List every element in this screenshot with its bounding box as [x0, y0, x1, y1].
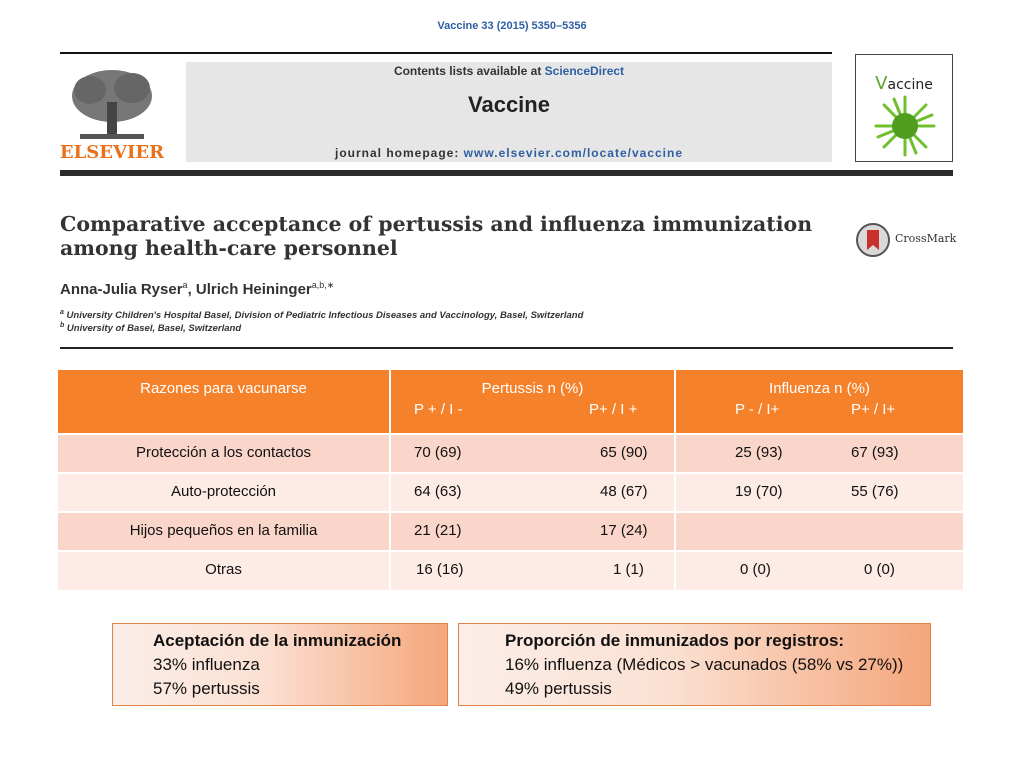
author-heininger: Ulrich Heininger — [195, 281, 312, 298]
influenza-subheader-2: P+ / I+ — [851, 401, 896, 418]
header-pertussis: Pertussis n (%) P + / I - P+ / I + — [391, 370, 676, 433]
article-title: Comparative acceptance of pertussis and influenza immunization among health-care personnel — [60, 212, 813, 260]
influenza-value-2: 67 (93) — [851, 444, 899, 461]
crossmark-icon — [855, 222, 891, 258]
author-ryser: Anna-Julia Ryser — [60, 281, 183, 298]
influenza-value-2: 55 (76) — [851, 483, 899, 500]
cover-title: Vaccine — [875, 73, 933, 94]
acceptance-summary-box — [112, 623, 448, 706]
influenza-value-1: 19 (70) — [735, 483, 783, 500]
virus-image — [870, 93, 940, 159]
pertussis-value-2: 1 (1) — [613, 561, 644, 578]
pertussis-value-1: 64 (63) — [414, 483, 462, 500]
pertussis-value-1: 21 (21) — [414, 522, 462, 539]
contents-line: Contents lists available at ScienceDirect — [393, 64, 625, 78]
proportion-pertussis: 49% pertussis — [505, 679, 612, 698]
header-influenza: Influenza n (%) P - / I+ P+ / I+ — [735, 380, 896, 418]
row-reason: Protección a los contactos — [135, 444, 312, 461]
proportion-influenza: 16% influenza (Médicos > vacunados (58% vs 27%)) — [505, 655, 904, 674]
elsevier-logo — [60, 62, 164, 162]
journal-homepage: journal homepage: www.elsevier.com/locate/vaccine — [334, 146, 683, 160]
influenza-value-2: 0 (0) — [864, 561, 895, 578]
crossmark-badge[interactable] — [855, 222, 965, 258]
journal-name: Vaccine — [468, 92, 550, 117]
header-thick-rule — [60, 170, 953, 176]
influenza-subheader-1: P - / I+ — [735, 401, 780, 418]
elsevier-wordmark: ELSEVIER — [60, 142, 164, 162]
pertussis-value-1: 16 (16) — [416, 561, 464, 578]
acceptance-influenza: 33% influenza — [153, 655, 260, 674]
pertussis-value-2: 48 (67) — [600, 483, 648, 500]
homepage-link[interactable]: www.elsevier.com/locate/vaccine — [463, 146, 683, 160]
header-reasons: Razones para vacunarse — [58, 370, 391, 433]
pertussis-value-2: 17 (24) — [600, 522, 648, 539]
row-reason: Auto-protección — [170, 483, 277, 500]
row-reason: Otras — [205, 561, 242, 578]
sciencedirect-link[interactable]: ScienceDirect — [544, 64, 625, 78]
section-rule — [60, 347, 953, 349]
pertussis-value-1: 70 (69) — [414, 444, 462, 461]
pertussis-subheader-1: P + / I - — [414, 401, 463, 418]
table-header-row — [58, 370, 963, 433]
table-row — [58, 435, 963, 472]
pertussis-subheader-2: P+ / I + — [589, 401, 638, 418]
acceptance-title: Aceptación de la inmunización — [153, 631, 402, 650]
table-row — [58, 552, 963, 590]
influenza-value-1: 25 (93) — [735, 444, 783, 461]
acceptance-pertussis: 57% pertussis — [153, 679, 260, 698]
journal-reference: Vaccine 33 (2015) 5350–5356 — [437, 20, 587, 32]
proportion-summary-box — [458, 623, 931, 706]
journal-banner — [186, 62, 832, 162]
influenza-value-1: 0 (0) — [740, 561, 771, 578]
table-row — [58, 513, 963, 550]
journal-cover — [855, 54, 953, 162]
authors: Anna-Julia Ryser$^a$, Ulrich Heininger$^{a,b,∗}$ — [60, 280, 335, 298]
reasons-table — [58, 370, 963, 590]
affiliation-b: $^b$ University of Basel, Basel, Switzerland — [60, 322, 242, 335]
affiliation-a: $^a$ University Children's Hospital Basel, Division of Pediatric Infectious Diseases and Vaccinology, Basel, Switzerland — [60, 309, 584, 322]
proportion-title: Proporción de inmunizados por registros: — [505, 631, 845, 650]
pertussis-value-2: 65 (90) — [600, 444, 648, 461]
header-rule — [60, 52, 832, 54]
crossmark-label: CrossMark — [895, 232, 957, 245]
table-row — [58, 474, 963, 511]
row-reason: Hijos pequeños en la familia — [129, 522, 318, 539]
